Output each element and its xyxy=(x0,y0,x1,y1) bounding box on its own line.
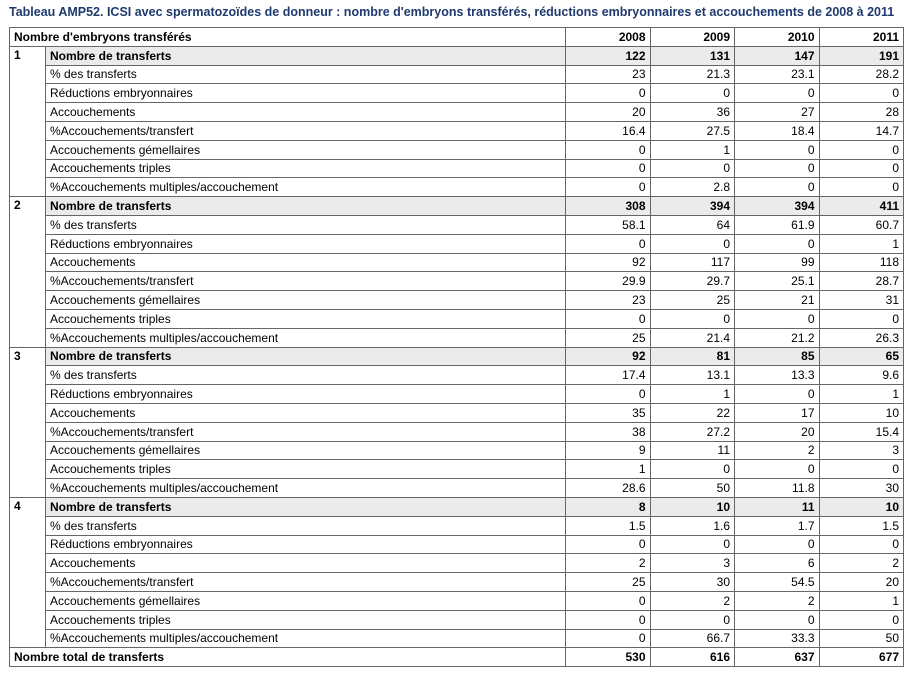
table-row xyxy=(10,103,904,122)
value-cell: 1 xyxy=(819,591,904,610)
table-row xyxy=(10,629,904,648)
value-cell: 0 xyxy=(735,385,820,404)
value-cell: 0 xyxy=(650,460,735,479)
value-cell: 11 xyxy=(735,497,820,516)
table-row xyxy=(10,234,904,253)
value-cell: 0 xyxy=(566,591,651,610)
total-row xyxy=(10,648,904,667)
value-cell: 0 xyxy=(735,535,820,554)
total-value: 616 xyxy=(650,648,735,667)
value-cell: 1 xyxy=(650,140,735,159)
row-label: Accouchements xyxy=(46,554,566,573)
value-cell: 0 xyxy=(566,629,651,648)
row-label: Réductions embryonnaires xyxy=(46,535,566,554)
group-header-row xyxy=(10,197,904,216)
value-cell: 35 xyxy=(566,403,651,422)
header-label: Nombre d'embryons transférés xyxy=(10,28,566,47)
table-row xyxy=(10,84,904,103)
embryo-count-cell: 2 xyxy=(10,197,46,347)
table-row xyxy=(10,554,904,573)
row-label: %Accouchements multiples/accouchement xyxy=(46,479,566,498)
row-label: Accouchements gémellaires xyxy=(46,441,566,460)
value-cell: 38 xyxy=(566,422,651,441)
table-row xyxy=(10,591,904,610)
value-cell: 2 xyxy=(650,591,735,610)
value-cell: 33.3 xyxy=(735,629,820,648)
row-label: % des transferts xyxy=(46,215,566,234)
value-cell: 28 xyxy=(819,103,904,122)
value-cell: 15.4 xyxy=(819,422,904,441)
value-cell: 2.8 xyxy=(650,178,735,197)
value-cell: 0 xyxy=(566,535,651,554)
table-row xyxy=(10,178,904,197)
table-row xyxy=(10,403,904,422)
group-header-row xyxy=(10,46,904,65)
header-year: 2011 xyxy=(819,28,904,47)
value-cell: 0 xyxy=(819,159,904,178)
value-cell: 0 xyxy=(650,234,735,253)
row-label: % des transferts xyxy=(46,516,566,535)
row-label: Nombre de transferts xyxy=(46,347,566,366)
value-cell: 28.7 xyxy=(819,272,904,291)
value-cell: 28.2 xyxy=(819,65,904,84)
table-row xyxy=(10,328,904,347)
table-row xyxy=(10,610,904,629)
value-cell: 0 xyxy=(566,140,651,159)
row-label: Accouchements xyxy=(46,253,566,272)
table-title: Tableau AMP52. ICSI avec spermatozoïdes de donneur : nombre d'embryons transférés, réductions embryonnaires et accouchements de 2008 à 2011 xyxy=(9,5,895,19)
header-year: 2008 xyxy=(566,28,651,47)
value-cell: 0 xyxy=(566,234,651,253)
row-label: %Accouchements/transfert xyxy=(46,422,566,441)
value-cell: 2 xyxy=(566,554,651,573)
value-cell: 17.4 xyxy=(566,366,651,385)
row-label: Accouchements triples xyxy=(46,610,566,629)
row-label: %Accouchements/transfert xyxy=(46,121,566,140)
total-label: Nombre total de transferts xyxy=(10,648,566,667)
value-cell: 92 xyxy=(566,253,651,272)
value-cell: 21.3 xyxy=(650,65,735,84)
value-cell: 23.1 xyxy=(735,65,820,84)
row-label: %Accouchements/transfert xyxy=(46,573,566,592)
value-cell: 36 xyxy=(650,103,735,122)
table-row xyxy=(10,159,904,178)
value-cell: 0 xyxy=(650,535,735,554)
row-label: Accouchements gémellaires xyxy=(46,591,566,610)
value-cell: 0 xyxy=(819,535,904,554)
row-label: Accouchements triples xyxy=(46,159,566,178)
value-cell: 0 xyxy=(735,610,820,629)
table-row xyxy=(10,121,904,140)
table-row xyxy=(10,385,904,404)
value-cell: 0 xyxy=(566,159,651,178)
value-cell: 31 xyxy=(819,291,904,310)
value-cell: 0 xyxy=(735,234,820,253)
embryo-count-cell: 1 xyxy=(10,46,46,196)
total-value: 530 xyxy=(566,648,651,667)
value-cell: 27.2 xyxy=(650,422,735,441)
value-cell: 0 xyxy=(566,385,651,404)
value-cell: 14.7 xyxy=(819,121,904,140)
data-table xyxy=(9,27,904,667)
value-cell: 21.2 xyxy=(735,328,820,347)
value-cell: 22 xyxy=(650,403,735,422)
value-cell: 13.3 xyxy=(735,366,820,385)
header-year: 2009 xyxy=(650,28,735,47)
value-cell: 30 xyxy=(819,479,904,498)
value-cell: 6 xyxy=(735,554,820,573)
value-cell: 122 xyxy=(566,46,651,65)
total-value: 637 xyxy=(735,648,820,667)
table-row xyxy=(10,422,904,441)
value-cell: 13.1 xyxy=(650,366,735,385)
value-cell: 60.7 xyxy=(819,215,904,234)
value-cell: 85 xyxy=(735,347,820,366)
row-label: Accouchements triples xyxy=(46,309,566,328)
table-row xyxy=(10,272,904,291)
total-value: 677 xyxy=(819,648,904,667)
value-cell: 0 xyxy=(819,84,904,103)
value-cell: 58.1 xyxy=(566,215,651,234)
value-cell: 191 xyxy=(819,46,904,65)
value-cell: 147 xyxy=(735,46,820,65)
value-cell: 1.5 xyxy=(819,516,904,535)
value-cell: 18.4 xyxy=(735,121,820,140)
value-cell: 118 xyxy=(819,253,904,272)
value-cell: 0 xyxy=(735,159,820,178)
value-cell: 0 xyxy=(650,84,735,103)
value-cell: 11.8 xyxy=(735,479,820,498)
value-cell: 11 xyxy=(650,441,735,460)
value-cell: 3 xyxy=(819,441,904,460)
header-row xyxy=(10,28,904,47)
value-cell: 0 xyxy=(819,610,904,629)
row-label: Accouchements gémellaires xyxy=(46,140,566,159)
value-cell: 29.7 xyxy=(650,272,735,291)
table-row xyxy=(10,441,904,460)
value-cell: 23 xyxy=(566,291,651,310)
value-cell: 25 xyxy=(650,291,735,310)
value-cell: 1 xyxy=(650,385,735,404)
value-cell: 10 xyxy=(819,403,904,422)
value-cell: 394 xyxy=(735,197,820,216)
value-cell: 20 xyxy=(819,573,904,592)
value-cell: 61.9 xyxy=(735,215,820,234)
value-cell: 0 xyxy=(819,309,904,328)
table-row xyxy=(10,366,904,385)
value-cell: 2 xyxy=(819,554,904,573)
table-row xyxy=(10,140,904,159)
row-label: Accouchements xyxy=(46,103,566,122)
table-row xyxy=(10,253,904,272)
value-cell: 50 xyxy=(819,629,904,648)
group-header-row xyxy=(10,497,904,516)
row-label: % des transferts xyxy=(46,65,566,84)
row-label: Accouchements xyxy=(46,403,566,422)
value-cell: 27.5 xyxy=(650,121,735,140)
value-cell: 1 xyxy=(819,234,904,253)
value-cell: 64 xyxy=(650,215,735,234)
value-cell: 26.3 xyxy=(819,328,904,347)
value-cell: 0 xyxy=(566,309,651,328)
value-cell: 0 xyxy=(735,140,820,159)
value-cell: 0 xyxy=(735,460,820,479)
value-cell: 0 xyxy=(819,460,904,479)
value-cell: 8 xyxy=(566,497,651,516)
value-cell: 66.7 xyxy=(650,629,735,648)
value-cell: 1.5 xyxy=(566,516,651,535)
value-cell: 0 xyxy=(566,610,651,629)
value-cell: 21 xyxy=(735,291,820,310)
value-cell: 25.1 xyxy=(735,272,820,291)
row-label: Accouchements triples xyxy=(46,460,566,479)
value-cell: 50 xyxy=(650,479,735,498)
value-cell: 30 xyxy=(650,573,735,592)
group-header-row xyxy=(10,347,904,366)
row-label: Réductions embryonnaires xyxy=(46,84,566,103)
value-cell: 21.4 xyxy=(650,328,735,347)
row-label: %Accouchements multiples/accouchement xyxy=(46,178,566,197)
value-cell: 25 xyxy=(566,573,651,592)
value-cell: 16.4 xyxy=(566,121,651,140)
value-cell: 2 xyxy=(735,441,820,460)
value-cell: 0 xyxy=(566,84,651,103)
value-cell: 1.7 xyxy=(735,516,820,535)
value-cell: 1.6 xyxy=(650,516,735,535)
value-cell: 10 xyxy=(650,497,735,516)
row-label: Réductions embryonnaires xyxy=(46,385,566,404)
value-cell: 0 xyxy=(650,309,735,328)
value-cell: 92 xyxy=(566,347,651,366)
value-cell: 0 xyxy=(819,178,904,197)
row-label: Nombre de transferts xyxy=(46,197,566,216)
value-cell: 9.6 xyxy=(819,366,904,385)
value-cell: 25 xyxy=(566,328,651,347)
value-cell: 3 xyxy=(650,554,735,573)
table-row xyxy=(10,215,904,234)
row-label: % des transferts xyxy=(46,366,566,385)
value-cell: 17 xyxy=(735,403,820,422)
value-cell: 0 xyxy=(819,140,904,159)
value-cell: 117 xyxy=(650,253,735,272)
row-label: Nombre de transferts xyxy=(46,46,566,65)
value-cell: 0 xyxy=(566,178,651,197)
row-label: %Accouchements/transfert xyxy=(46,272,566,291)
value-cell: 54.5 xyxy=(735,573,820,592)
embryo-count-cell: 3 xyxy=(10,347,46,497)
value-cell: 308 xyxy=(566,197,651,216)
value-cell: 0 xyxy=(735,84,820,103)
value-cell: 29.9 xyxy=(566,272,651,291)
value-cell: 9 xyxy=(566,441,651,460)
value-cell: 2 xyxy=(735,591,820,610)
table-row xyxy=(10,309,904,328)
value-cell: 131 xyxy=(650,46,735,65)
table-body xyxy=(10,46,904,648)
value-cell: 0 xyxy=(735,309,820,328)
value-cell: 1 xyxy=(819,385,904,404)
table-row xyxy=(10,535,904,554)
value-cell: 10 xyxy=(819,497,904,516)
value-cell: 27 xyxy=(735,103,820,122)
table-row xyxy=(10,479,904,498)
value-cell: 0 xyxy=(735,178,820,197)
value-cell: 20 xyxy=(566,103,651,122)
table-row xyxy=(10,460,904,479)
value-cell: 0 xyxy=(650,610,735,629)
value-cell: 0 xyxy=(650,159,735,178)
row-label: Réductions embryonnaires xyxy=(46,234,566,253)
table-row xyxy=(10,516,904,535)
table-row xyxy=(10,573,904,592)
value-cell: 411 xyxy=(819,197,904,216)
value-cell: 394 xyxy=(650,197,735,216)
header-year: 2010 xyxy=(735,28,820,47)
value-cell: 23 xyxy=(566,65,651,84)
value-cell: 28.6 xyxy=(566,479,651,498)
value-cell: 81 xyxy=(650,347,735,366)
value-cell: 1 xyxy=(566,460,651,479)
value-cell: 65 xyxy=(819,347,904,366)
row-label: Nombre de transferts xyxy=(46,497,566,516)
value-cell: 20 xyxy=(735,422,820,441)
table-row xyxy=(10,291,904,310)
value-cell: 99 xyxy=(735,253,820,272)
row-label: %Accouchements multiples/accouchement xyxy=(46,629,566,648)
row-label: %Accouchements multiples/accouchement xyxy=(46,328,566,347)
table-row xyxy=(10,65,904,84)
embryo-count-cell: 4 xyxy=(10,497,46,647)
row-label: Accouchements gémellaires xyxy=(46,291,566,310)
